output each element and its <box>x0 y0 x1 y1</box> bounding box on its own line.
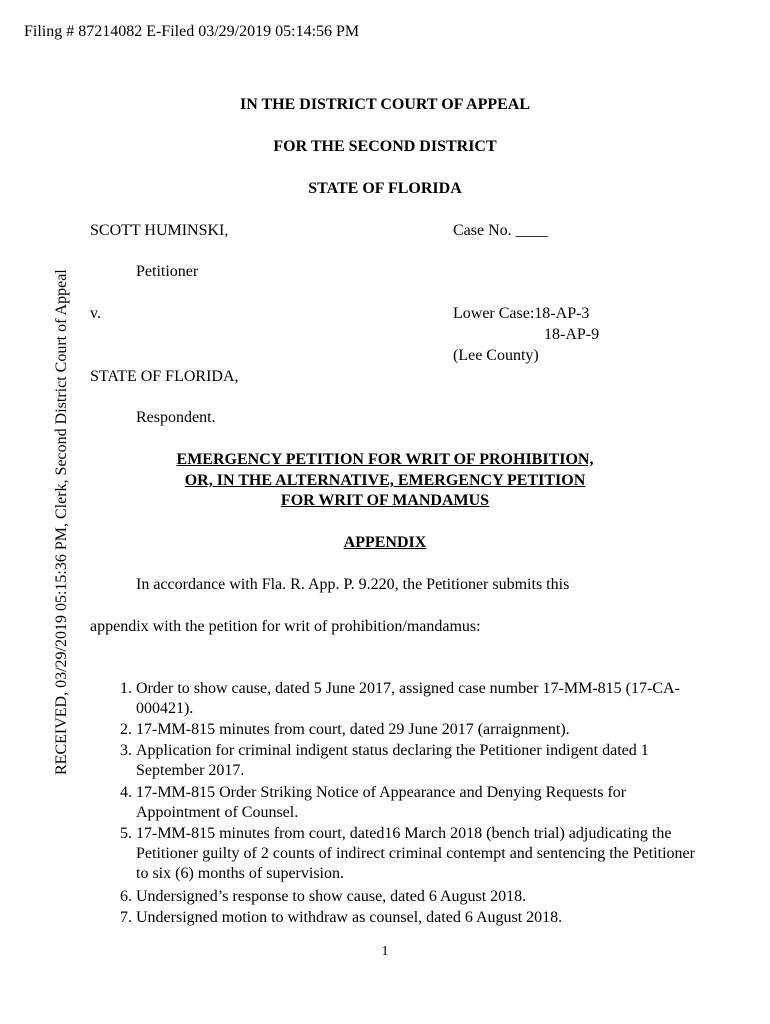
court-heading-line-3: STATE OF FLORIDA <box>308 180 462 197</box>
list-text: Undersigned motion to withdraw as counsel, dated 6 August 2018. <box>136 909 563 926</box>
lower-case-number-2: 18-AP-9 <box>544 326 600 343</box>
page-number: 1 <box>381 944 389 959</box>
list-number: 5. <box>120 825 132 842</box>
list-number: 2. <box>120 721 132 738</box>
document-title-line-3: FOR WRIT OF MANDAMUS <box>280 492 490 509</box>
court-heading-line-2: FOR THE SECOND DISTRICT <box>273 138 497 155</box>
list-text: Order to show cause, dated 5 June 2017, assigned case number 17-MM-815 (17-CA-000421). <box>136 680 680 717</box>
list-text: Undersigned’s response to show cause, dated 6 August 2018. <box>136 888 527 905</box>
petitioner-name: SCOTT HUMINSKI, <box>90 222 229 239</box>
list-number: 7. <box>120 909 132 926</box>
document-title-line-1: EMERGENCY PETITION FOR WRIT OF PROHIBITION, <box>176 451 594 468</box>
case-number: Case No. ____ <box>453 222 548 239</box>
appendix-heading: APPENDIX <box>343 534 427 551</box>
list-text: 17-MM-815 minutes from court, dated16 March 2018 (bench trial) adjudicating the Petitioner guilty of 2 counts of indirect criminal contempt and sentencing the Petitioner to six (6) months of supervision. <box>136 825 695 882</box>
court-heading-line-1: IN THE DISTRICT COURT OF APPEAL <box>239 96 531 113</box>
petitioner-role: Petitioner <box>136 263 199 280</box>
list-text: Application for criminal indigent status declaring the Petitioner indigent dated 1 September 2017. <box>136 742 649 779</box>
respondent-name: STATE OF FLORIDA, <box>90 368 239 385</box>
list-number: 1. <box>120 680 132 697</box>
lower-case-number: Lower Case:18-AP-3 <box>453 305 590 322</box>
filing-header: Filing # 87214082 E-Filed 03/29/2019 05:14:56 PM <box>24 23 360 40</box>
list-text: 17-MM-815 minutes from court, dated 29 June 2017 (arraignment). <box>136 721 570 738</box>
received-stamp: RECEIVED, 03/29/2019 05:15:36 PM, Clerk, Second District Court of Appeal <box>53 269 70 775</box>
list-number: 3. <box>120 742 132 759</box>
county: (Lee County) <box>453 347 539 364</box>
document-title-line-2: OR, IN THE ALTERNATIVE, EMERGENCY PETITION <box>184 472 586 489</box>
respondent-role: Respondent. <box>136 409 216 426</box>
body-line-1: In accordance with Fla. R. App. P. 9.220, the Petitioner submits this <box>136 576 570 593</box>
body-line-2: appendix with the petition for writ of prohibition/mandamus: <box>90 618 481 635</box>
versus: v. <box>90 305 101 322</box>
list-text: 17-MM-815 Order Striking Notice of Appearance and Denying Requests for Appointment of Counsel. <box>136 784 627 821</box>
list-number: 6. <box>120 888 132 905</box>
list-number: 4. <box>120 784 132 801</box>
